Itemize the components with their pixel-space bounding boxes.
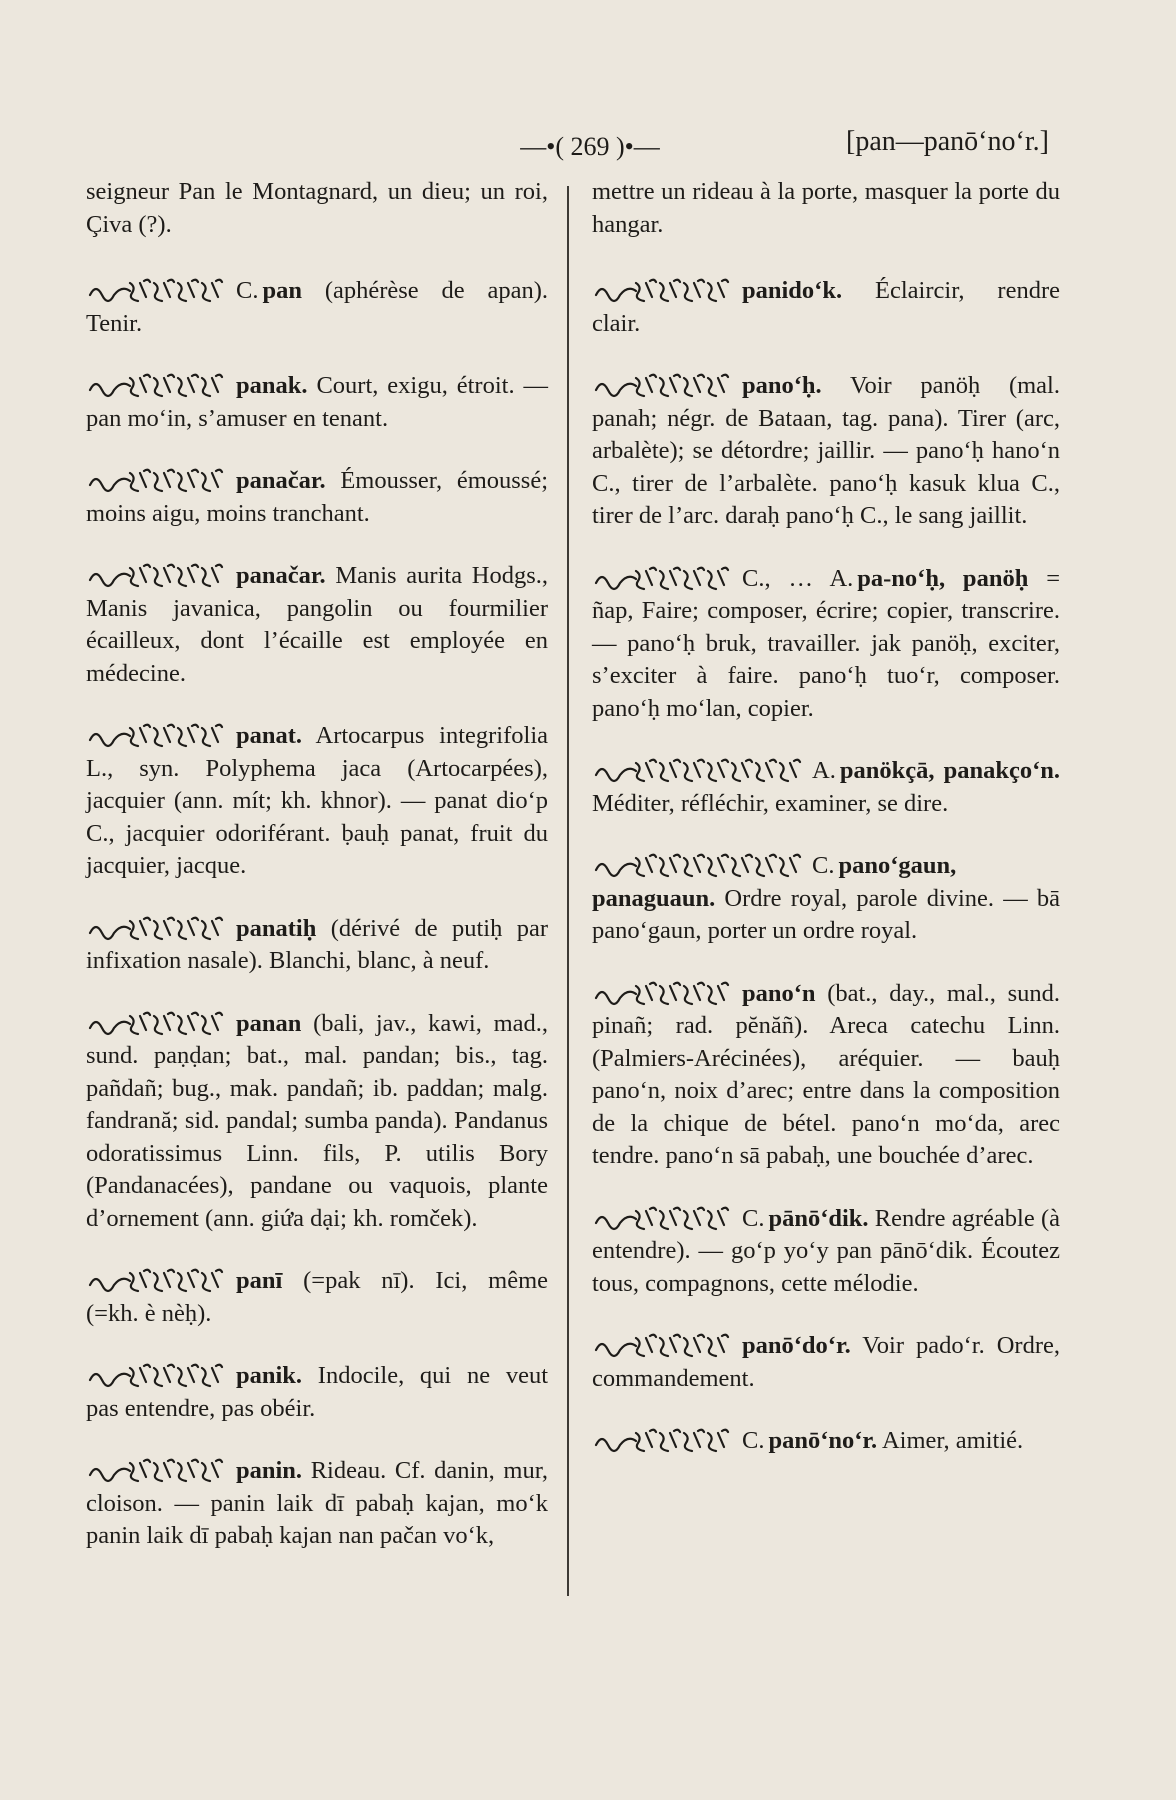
dictionary-entry (86, 1265, 548, 1330)
headword: panī (236, 1267, 283, 1294)
definition-text: Voir pado‘r. Ordre, commandement. (592, 1332, 1060, 1392)
headword: panökçā, panakço‘n. (839, 757, 1060, 784)
cham-script-glyph (592, 980, 732, 1006)
entry-origin: A. (812, 757, 836, 784)
cham-script-glyph (86, 562, 226, 588)
cham-script-glyph (86, 1457, 226, 1483)
headword: panō‘no‘r. (768, 1427, 878, 1454)
right-column (592, 176, 1060, 1488)
cham-script-glyph (86, 1267, 226, 1293)
cham-script-glyph (592, 1427, 732, 1453)
definition-text: Manis aurita Hodgs., Manis javanica, pangolin ou fourmilier écailleux, dont l’écaille est employée en médecine. (86, 562, 548, 687)
definition-text: = ñap, Faire; composer, écrire; copier, transcrire. — pano‘ḥ bruk, travailler. jak panöḥ, exciter, s’exciter à faire. pano‘ḥ tuo‘r, composer. pano‘ḥ mo‘lan, copier. (592, 564, 1061, 722)
entry-origin: C. (812, 852, 835, 879)
headword: panačar. (236, 562, 326, 589)
dictionary-entry (86, 560, 548, 690)
left-column (86, 176, 548, 1583)
headword: pānō‘dik. (768, 1204, 869, 1232)
headword: pa-no‘ḥ, panöḥ (857, 564, 1029, 592)
headword: pano‘n (742, 979, 816, 1007)
headword: panik. (236, 1362, 303, 1389)
cham-script-glyph (86, 722, 226, 748)
definition-text: mettre un rideau à la porte, masquer la porte du hangar. (592, 178, 1060, 238)
dictionary-entry (592, 563, 1060, 726)
definition-text: Rideau. Cf. danin, mur, cloison. — panin laik dī pabaḥ kajan, mo‘k panin laik dī pabaḥ kajan nan pačan vo‘k, (86, 1457, 548, 1549)
dictionary-entry (592, 755, 1060, 820)
definition-text: Émousser, émoussé; moins aigu, moins tranchant. (86, 467, 548, 527)
definition-text: Éclaircir, rendre clair. (592, 277, 1060, 337)
dictionary-entry (592, 850, 1060, 948)
cham-script-glyph (592, 565, 732, 591)
cham-script-glyph (592, 757, 802, 783)
entry-origin: C. (742, 1427, 765, 1454)
entry-continuation (86, 176, 548, 241)
page-number: —•( 269 )•— (520, 132, 660, 161)
entry-origin: C. (236, 277, 259, 304)
dictionary-entry (592, 1203, 1060, 1301)
cham-script-glyph (86, 1010, 226, 1036)
definition-text: Ordre royal, parole divine. — bā pano‘gaun, porter un ordre royal. (592, 884, 1060, 944)
definition-text: Artocarpus integrifolia L., syn. Polyphema jaca (Artocarpées), jacquier (ann. mít; kh. khnor). — panat dio‘p C., jacquier odoriférant. ḅauḥ panat, fruit du jacquier, jacque. (86, 722, 548, 879)
cham-script-glyph (592, 1205, 732, 1231)
dictionary-entry (592, 978, 1060, 1173)
definition-text: Méditer, réfléchir, examiner, se dire. (592, 789, 949, 817)
definition-text: seigneur Pan le Montagnard, un dieu; un roi, Çiva (?). (86, 178, 548, 238)
column-divider (567, 186, 569, 1596)
entry-origin: C. (742, 1204, 765, 1232)
definition-text: (dérivé de putiḥ par infixation nasale). Blanchi, blanc, à neuf. (86, 914, 548, 974)
dictionary-entry (86, 913, 548, 978)
cham-script-glyph (86, 467, 226, 493)
dictionary-entry (592, 1330, 1060, 1395)
dictionary-entry (592, 1425, 1060, 1458)
headword: pan (262, 277, 302, 304)
cham-script-glyph (86, 915, 226, 941)
headword: panat. (236, 722, 303, 749)
dictionary-entry (592, 275, 1060, 340)
dictionary-entry (86, 465, 548, 530)
headword: panō‘do‘r. (742, 1332, 851, 1359)
headword: panan (236, 1009, 302, 1037)
definition-text: Aimer, amitié. (881, 1427, 1024, 1454)
dictionary-entry (86, 1455, 548, 1553)
headword: panido‘k. (742, 277, 843, 304)
definition-text: Voir panöḥ (mal. panah; négr. de Bataan, tag. pana). Tirer (arc, arbalète); se détordre; jaillir. — pano‘ḥ hano‘n C., tirer de l’arbalète. pano‘ḥ kasuk klua C., tirer de l’arc. daraḥ pano‘ḥ C., le sang jaillit. (592, 372, 1060, 529)
cham-script-glyph (592, 372, 732, 398)
cham-script-glyph (592, 852, 802, 878)
definition-text: (=pak nī). Ici, même (=kh. è nèḥ). (86, 1267, 548, 1327)
dictionary-entry (86, 370, 548, 435)
cham-script-glyph (86, 277, 226, 303)
headword: pano‘ḥ. (742, 372, 822, 399)
definition-text: (bat., day., mal., sund. pinañ; rad. pĕnăñ). Areca catechu Linn. (Palmiers-Arécinées), aréquier. — bauḥ pano‘n, noix d’arec; entre dans la composition de la chique de bétel. pano‘n mo‘da, arec tendre. pano‘n sā pabaḥ, une bouchée d’arec. (592, 979, 1060, 1169)
guide-word: [pan—panō‘no‘r.] (846, 126, 1049, 157)
dictionary-entry (86, 1008, 548, 1236)
headword: pano‘gaun, panaguaun. (592, 852, 957, 912)
dictionary-entry (86, 720, 548, 883)
headword: panin. (236, 1457, 303, 1484)
headword: panatiḥ (236, 914, 317, 942)
dictionary-entry (86, 1360, 548, 1425)
headword: panak. (236, 372, 308, 399)
cham-script-glyph (86, 372, 226, 398)
definition-text: (bali, jav., kawi, mad., sund. paṇḍan; bat., mal. pandan; bis., tag. pañdañ; bug., mak. pandañ; ib. paddan; malg. fandrană; sid. pandal; sumba panda). Pandanus odoratissimus Linn. fils, P. utilis Bory (Pandanacées), pandane ou vaquois, plante d’ornement (ann. giứa dại; kh. romček). (86, 1009, 548, 1232)
entry-continuation (592, 176, 1060, 241)
headword: panačar. (236, 467, 326, 494)
cham-script-glyph (592, 277, 732, 303)
dictionary-entry (592, 370, 1060, 533)
definition-text: Court, exigu, étroit. — pan mo‘in, s’amuser en tenant. (86, 372, 548, 432)
cham-script-glyph (86, 1362, 226, 1388)
definition-text: Rendre agréable (à entendre). — go‘p yo‘y pan pānō‘dik. Écoutez tous, compagnons, cette mélodie. (592, 1204, 1060, 1297)
entry-origin: C., … A. (742, 564, 854, 592)
definition-text: (aphérèse de apan). Tenir. (86, 277, 549, 337)
dictionary-entry (86, 275, 548, 340)
cham-script-glyph (592, 1332, 732, 1358)
definition-text: Indocile, qui ne veut pas entendre, pas obéir. (86, 1362, 548, 1422)
